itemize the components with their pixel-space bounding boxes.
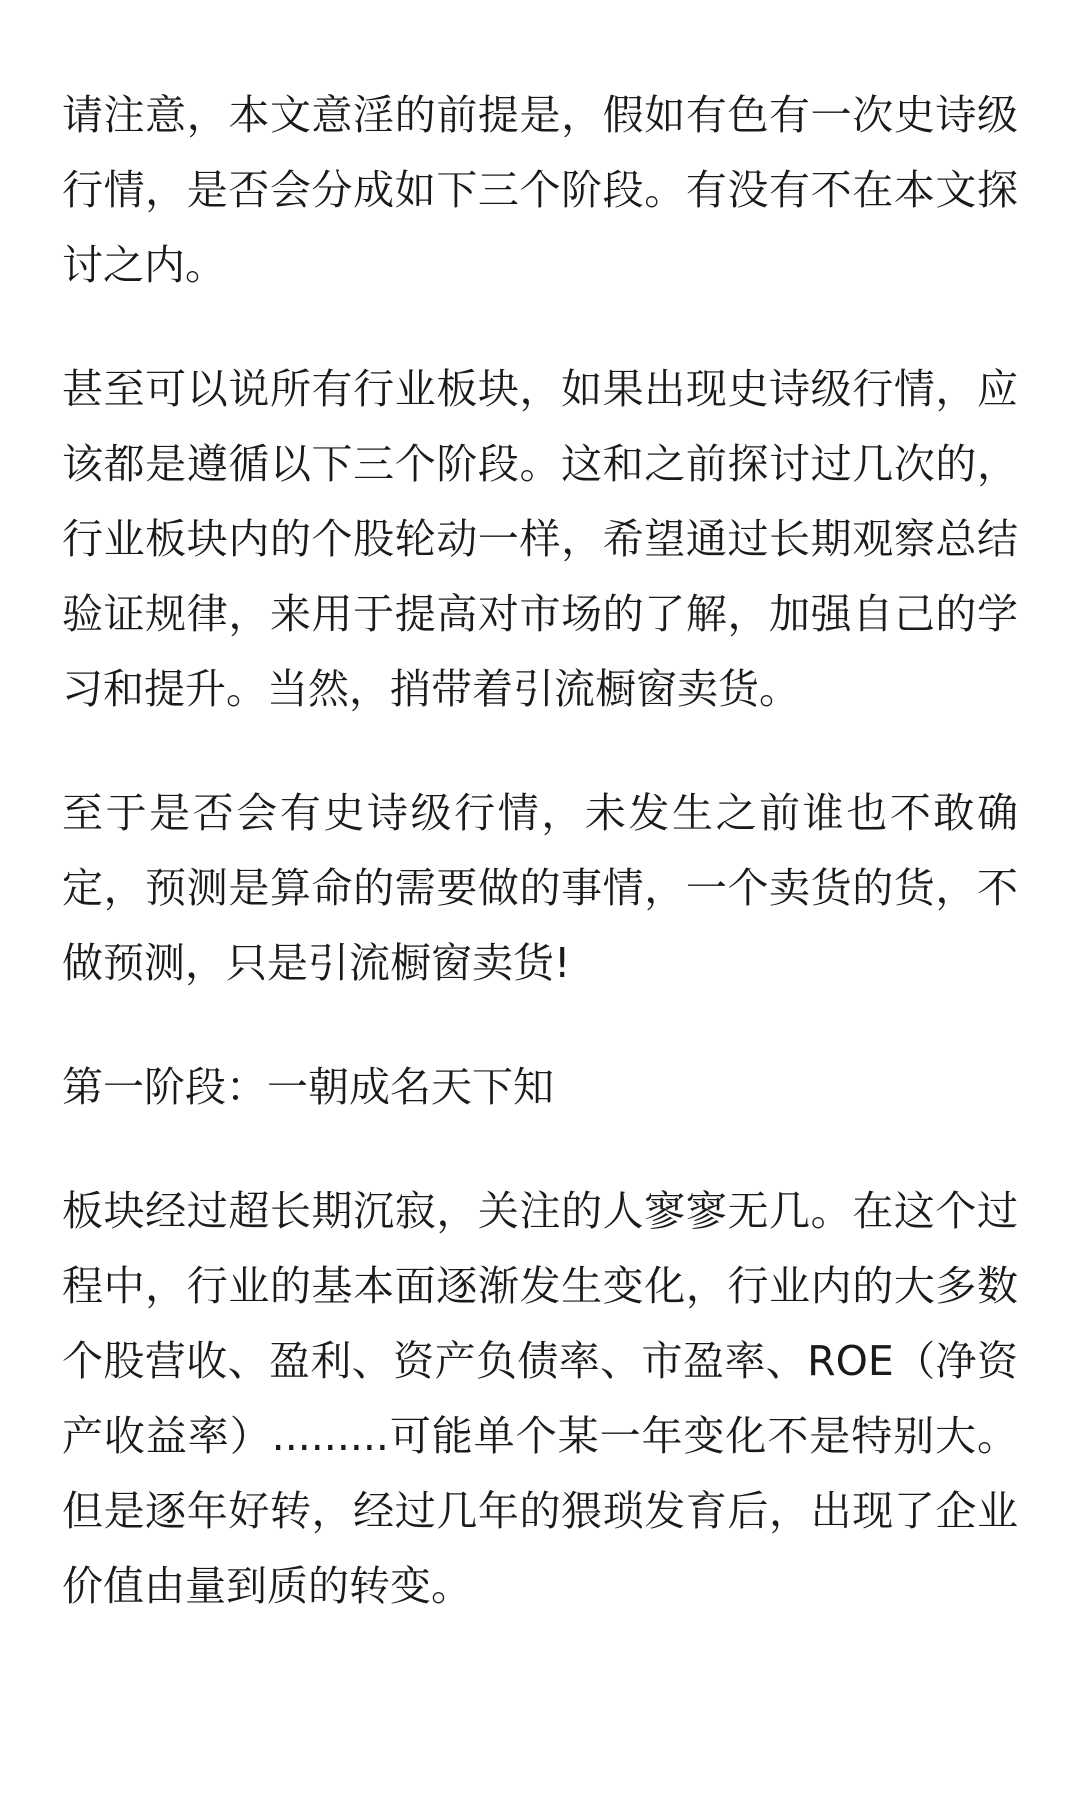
paragraph-prediction: 至于是否会有史诗级行情，未发生之前谁也不敢确定，预测是算命的需要做的事情，一个卖货的货，不做预测，只是引流橱窗卖货! <box>62 789 1018 987</box>
paragraph-three-stages: 甚至可以说所有行业板块，如果出现史诗级行情，应该都是遵循以下三个阶段。这和之前探讨过几次的，行业板块内的个股轮动一样，希望通过长期观察总结验证规律，来用于提高对市场的了解，加强自己的学习和提升。当然，捎带着引流橱窗卖货。 <box>62 365 1018 713</box>
paragraph-stage-one: 板块经过超长期沉寂，关注的人寥寥无几。在这个过程中，行业的基本面逐渐发生变化，行业内的大多数个股营收、盈利、资产负债率、市盈率、ROE（净资产收益率）.........可能单个某一年变化不是特别大。但是逐年好转，经过几年的猥琐发育后，出现了企业价值由量到质的转变。 <box>62 1187 1018 1610</box>
section-heading-stage-one: 第一阶段：一朝成名天下知 <box>62 1063 554 1111</box>
paragraph-premise: 请注意，本文意淫的前提是，假如有色有一次史诗级行情，是否会分成如下三个阶段。有没有不在本文探讨之内。 <box>62 91 1018 289</box>
